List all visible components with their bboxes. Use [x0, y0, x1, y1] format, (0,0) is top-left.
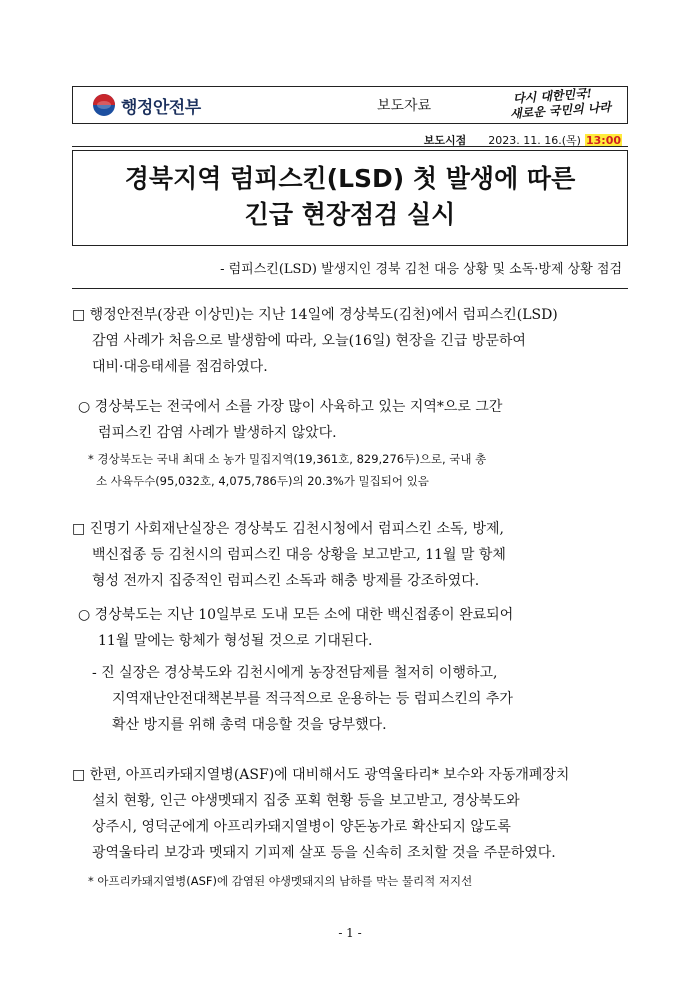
divider — [72, 146, 628, 147]
text-line: * 아프리카돼지열병(ASF)에 감염된 야생멧돼지의 남하를 막는 물리적 저지선 — [88, 874, 473, 888]
subtitle: - 럼피스킨(LSD) 발생지인 경북 김천 대응 상황 및 소독·방제 상황 점검 — [220, 262, 622, 277]
text-line: 백신접종 등 김천시의 럼피스킨 대응 상황을 보고받고, 11월 말 항체 — [92, 547, 506, 563]
text-line: □ 진명기 사회재난실장은 경상북도 김천시청에서 럼피스킨 소독, 방제, — [72, 521, 504, 537]
text-line: □ 행정안전부(장관 이상민)는 지난 14일에 경상북도(김천)에서 럼피스킨(LSD) — [72, 307, 558, 323]
text-line: * 경상북도는 국내 최대 소 농가 밀집지역(19,361호, 829,276두)으로, 국내 총 — [88, 452, 487, 466]
slogan-line1: 다시 대한민국! — [512, 86, 593, 106]
paragraph-2a — [78, 602, 638, 654]
slogan-line2: 새로운 국민의 나라 — [509, 99, 612, 122]
paragraph-2b — [92, 660, 652, 738]
text-line: 럼피스킨 감염 사례가 발생하지 않았다. — [98, 425, 337, 441]
text-line: 소 사육두수(95,032호, 4,075,786두)의 20.3%가 밀집되어 있음 — [96, 474, 429, 488]
text-line: 감염 사례가 처음으로 발생함에 따라, 오늘(16일) 현장을 긴급 방문하여 — [92, 333, 526, 349]
text-line: 대비·대응태세를 점검하였다. — [92, 359, 268, 375]
footnote-3 — [88, 870, 628, 892]
press-header — [72, 86, 628, 124]
divider — [72, 288, 628, 289]
taegeuk-icon — [93, 94, 115, 116]
text-line: ○ 경상북도는 전국에서 소를 가장 많이 사육하고 있는 지역*으로 그간 — [78, 399, 503, 415]
doc-type: 보도자료 — [377, 98, 432, 114]
text-line: 상주시, 영덕군에게 아프리카돼지열병이 양돈농가로 확산되지 않도록 — [92, 819, 511, 835]
paragraph-2 — [72, 516, 632, 594]
title-box — [72, 150, 628, 246]
paragraph-3 — [72, 762, 632, 866]
text-line: 형성 전까지 집중적인 럼피스킨 소독과 해충 방제를 강조하였다. — [92, 573, 480, 589]
ministry-logo — [73, 93, 283, 118]
paragraph-1 — [72, 302, 632, 380]
title-line1: 경북지역 럼피스킨(LSD) 첫 발생에 따른 — [124, 164, 576, 193]
text-line: □ 한편, 아프리카돼지열병(ASF)에 대비해서도 광역울타리* 보수와 자동개폐장치 — [72, 767, 570, 783]
text-line: 광역울타리 보강과 멧돼지 기피제 살포 등을 신속히 조치할 것을 주문하였다. — [92, 845, 556, 861]
release-date: 2023. 11. 16.(목) — [488, 134, 581, 147]
text-line: 11월 말에는 항체가 형성될 것으로 기대된다. — [98, 633, 373, 649]
text-line: 설치 현황, 인근 야생멧돼지 집중 포획 현황 등을 보고받고, 경상북도와 — [92, 793, 520, 809]
text-line: - 진 실장은 경상북도와 김천시에게 농장전담제를 철저히 이행하고, — [92, 665, 498, 681]
paragraph-1a — [78, 394, 638, 446]
slogan — [492, 85, 614, 123]
footnote-1 — [88, 448, 628, 492]
release-hour: 13:00 — [585, 133, 621, 147]
release-label: 보도시점 — [423, 134, 467, 147]
text-line: 지역재난안전대책본부를 적극적으로 운용하는 등 럼피스킨의 추가 — [112, 691, 513, 707]
title-line2: 긴급 현장점검 실시 — [244, 200, 456, 229]
page-number: - 1 - — [338, 926, 362, 940]
text-line: ○ 경상북도는 지난 10일부로 도내 모든 소에 대한 백신접종이 완료되어 — [78, 607, 514, 623]
text-line: 확산 방지를 위해 총력 대응할 것을 당부했다. — [112, 717, 387, 733]
ministry-name: 행정안전부 — [121, 97, 201, 118]
